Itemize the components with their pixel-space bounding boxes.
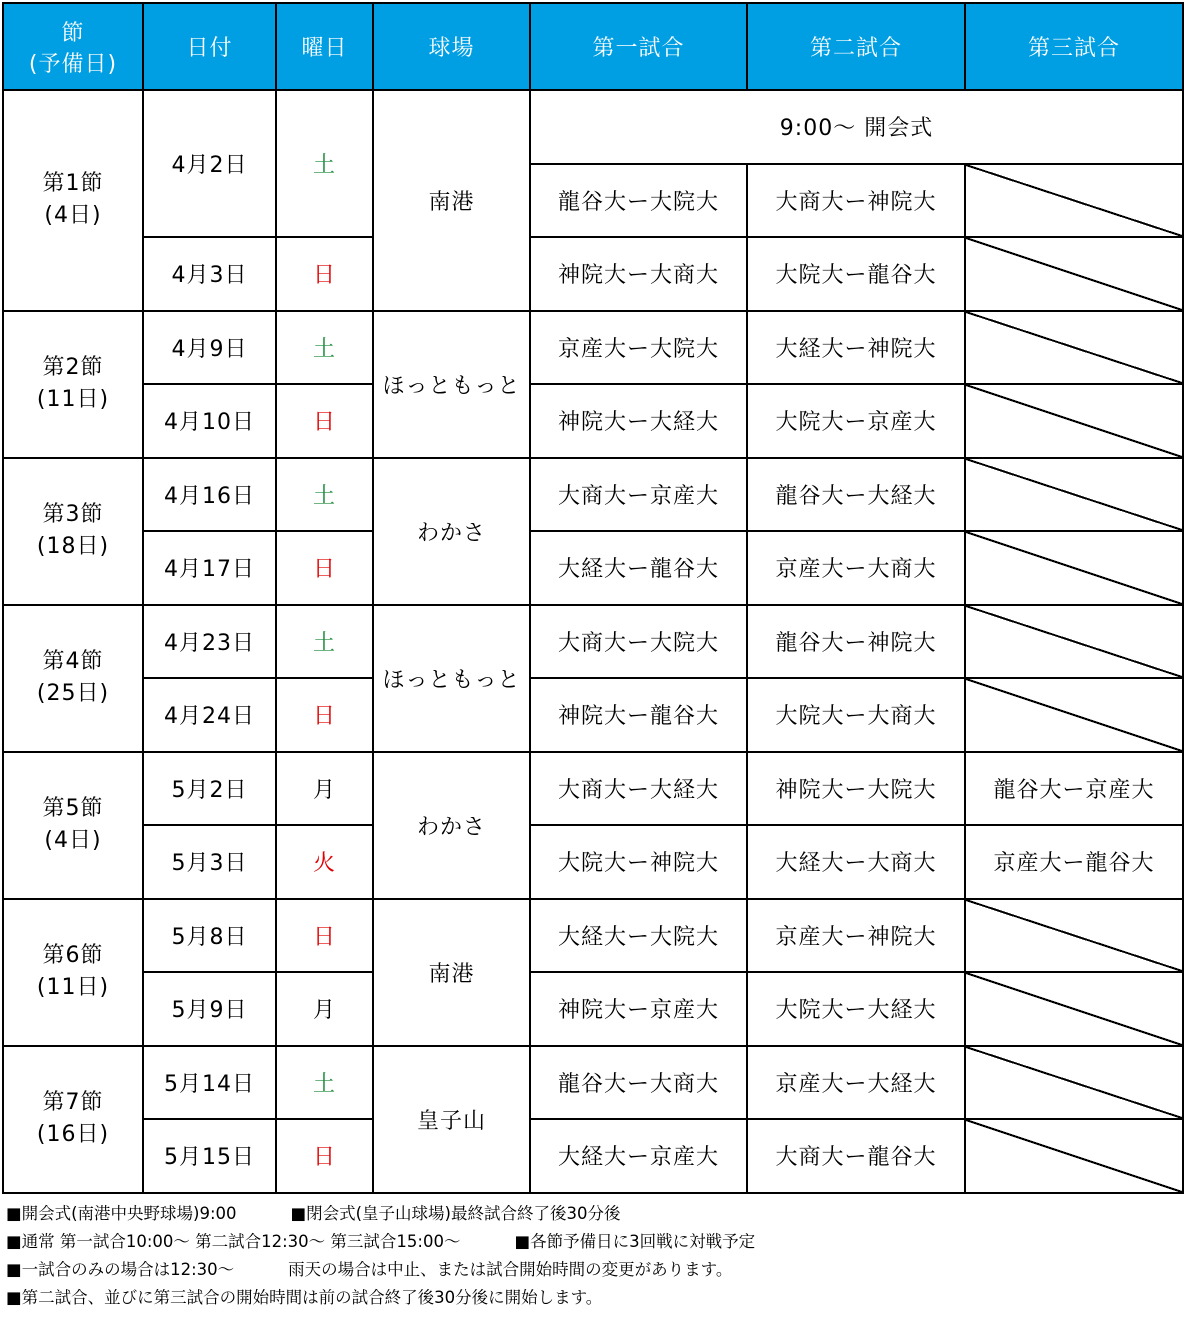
weekday-cell: 日 bbox=[276, 384, 373, 458]
weekday-cell: 日 bbox=[276, 1119, 373, 1193]
weekday-cell: 月 bbox=[276, 752, 373, 826]
game1-cell: 大経大ー京産大 bbox=[530, 1119, 747, 1193]
game1-cell: 神院大ー龍谷大 bbox=[530, 678, 747, 752]
date-cell: 5月15日 bbox=[143, 1119, 276, 1193]
notes-section bbox=[6, 1200, 1176, 1312]
table-row bbox=[3, 458, 1183, 532]
section-cell bbox=[3, 605, 143, 752]
note-line bbox=[6, 1200, 1176, 1228]
opening-ceremony: 9:00～ 開会式 bbox=[530, 90, 1183, 164]
game1-cell: 神院大ー大商大 bbox=[530, 237, 747, 311]
date-cell: 4月17日 bbox=[143, 531, 276, 605]
section-reserve: (18日) bbox=[36, 534, 110, 559]
game3-empty-cell bbox=[965, 972, 1183, 1046]
weekday-cell: 土 bbox=[276, 1046, 373, 1120]
game1-cell: 神院大ー大経大 bbox=[530, 384, 747, 458]
table-row bbox=[3, 237, 1183, 311]
header-game3: 第三試合 bbox=[965, 3, 1183, 90]
date-cell: 4月23日 bbox=[143, 605, 276, 679]
section-cell bbox=[3, 311, 143, 458]
game3-empty-cell bbox=[965, 311, 1183, 385]
game1-cell: 大商大ー大院大 bbox=[530, 605, 747, 679]
game1-cell: 京産大ー大院大 bbox=[530, 311, 747, 385]
section-cell bbox=[3, 90, 143, 311]
date-cell: 4月3日 bbox=[143, 237, 276, 311]
section-name: 第5節 bbox=[42, 796, 104, 821]
note-opening: ■開会式(南港中央野球場)9:00 bbox=[6, 1204, 237, 1223]
table-row bbox=[3, 90, 1183, 164]
game3-cell: 京産大ー龍谷大 bbox=[965, 825, 1183, 899]
note-single-game: ■一試合のみの場合は12:30～ bbox=[6, 1260, 235, 1279]
note-rain: 雨天の場合は中止、または試合開始時間の変更があります。 bbox=[288, 1260, 733, 1279]
weekday-cell: 火 bbox=[276, 825, 373, 899]
header-date: 日付 bbox=[143, 3, 276, 90]
weekday-cell: 日 bbox=[276, 237, 373, 311]
section-cell bbox=[3, 458, 143, 605]
section-reserve: (4日) bbox=[44, 828, 102, 853]
game3-empty-cell bbox=[965, 384, 1183, 458]
venue-cell: 南港 bbox=[373, 899, 530, 1046]
game3-empty-cell bbox=[965, 531, 1183, 605]
game3-empty-cell bbox=[965, 458, 1183, 532]
game2-cell: 大院大ー京産大 bbox=[747, 384, 965, 458]
table-row bbox=[3, 605, 1183, 679]
table-row bbox=[3, 311, 1183, 385]
section-cell bbox=[3, 899, 143, 1046]
weekday-cell: 土 bbox=[276, 458, 373, 532]
table-row bbox=[3, 531, 1183, 605]
header-weekday: 曜日 bbox=[276, 3, 373, 90]
section-reserve: (11日) bbox=[36, 975, 110, 1000]
table-row bbox=[3, 384, 1183, 458]
date-cell: 4月24日 bbox=[143, 678, 276, 752]
game1-cell: 龍谷大ー大商大 bbox=[530, 1046, 747, 1120]
venue-cell: わかさ bbox=[373, 458, 530, 605]
header-section: 節 (予備日) bbox=[3, 3, 143, 90]
table-row bbox=[3, 1119, 1183, 1193]
game3-empty-cell bbox=[965, 678, 1183, 752]
note-reserve-day: ■各節予備日に3回戦に対戦予定 bbox=[514, 1232, 756, 1251]
venue-cell: 皇子山 bbox=[373, 1046, 530, 1193]
table-row bbox=[3, 825, 1183, 899]
venue-cell: わかさ bbox=[373, 752, 530, 899]
game2-cell: 大経大ー神院大 bbox=[747, 311, 965, 385]
section-name: 第2節 bbox=[42, 355, 104, 380]
game3-empty-cell bbox=[965, 605, 1183, 679]
game2-cell: 京産大ー大経大 bbox=[747, 1046, 965, 1120]
section-reserve: (4日) bbox=[44, 203, 102, 229]
table-row bbox=[3, 1046, 1183, 1120]
game1-cell: 大院大ー神院大 bbox=[530, 825, 747, 899]
header-row bbox=[3, 3, 1183, 90]
game2-cell: 神院大ー大院大 bbox=[747, 752, 965, 826]
date-cell: 5月3日 bbox=[143, 825, 276, 899]
date-cell: 4月9日 bbox=[143, 311, 276, 385]
note-line bbox=[6, 1228, 1176, 1256]
game1-cell: 神院大ー京産大 bbox=[530, 972, 747, 1046]
note-line bbox=[6, 1256, 1176, 1284]
game2-cell: 大商大ー神院大 bbox=[747, 164, 965, 238]
date-cell: 4月10日 bbox=[143, 384, 276, 458]
section-name: 第1節 bbox=[42, 171, 104, 197]
game3-cell: 龍谷大ー京産大 bbox=[965, 752, 1183, 826]
game1-cell: 龍谷大ー大院大 bbox=[530, 164, 747, 238]
header-game2: 第二試合 bbox=[747, 3, 965, 90]
weekday-cell: 土 bbox=[276, 90, 373, 237]
game3-empty-cell bbox=[965, 1119, 1183, 1193]
note-line bbox=[6, 1284, 1176, 1312]
game1-cell: 大経大ー大院大 bbox=[530, 899, 747, 973]
section-reserve: (16日) bbox=[36, 1122, 110, 1147]
section-cell bbox=[3, 752, 143, 899]
venue-cell: 南港 bbox=[373, 90, 530, 311]
section-name: 第6節 bbox=[42, 943, 104, 968]
date-cell: 4月2日 bbox=[143, 90, 276, 237]
header-venue: 球場 bbox=[373, 3, 530, 90]
game2-cell: 龍谷大ー大経大 bbox=[747, 458, 965, 532]
table-row bbox=[3, 972, 1183, 1046]
date-cell: 5月9日 bbox=[143, 972, 276, 1046]
section-cell bbox=[3, 1046, 143, 1193]
note-closing: ■閉会式(皇子山球場)最終試合終了後30分後 bbox=[290, 1204, 621, 1223]
game2-cell: 龍谷大ー神院大 bbox=[747, 605, 965, 679]
venue-cell: ほっともっと bbox=[373, 311, 530, 458]
section-name: 第4節 bbox=[42, 649, 104, 674]
table-row bbox=[3, 899, 1183, 973]
game2-cell: 京産大ー神院大 bbox=[747, 899, 965, 973]
schedule-table bbox=[2, 2, 1184, 1194]
section-name: 第7節 bbox=[42, 1090, 104, 1115]
date-cell: 5月2日 bbox=[143, 752, 276, 826]
game2-cell: 大院大ー大商大 bbox=[747, 678, 965, 752]
game1-cell: 大経大ー龍谷大 bbox=[530, 531, 747, 605]
note-start-time: ■第二試合、並びに第三試合の開始時間は前の試合終了後30分後に開始します。 bbox=[6, 1288, 603, 1307]
date-cell: 5月14日 bbox=[143, 1046, 276, 1120]
table-row bbox=[3, 678, 1183, 752]
game3-empty-cell bbox=[965, 899, 1183, 973]
game3-empty-cell bbox=[965, 164, 1183, 238]
game1-cell: 大商大ー京産大 bbox=[530, 458, 747, 532]
weekday-cell: 日 bbox=[276, 531, 373, 605]
section-reserve: (11日) bbox=[36, 387, 110, 412]
game2-cell: 大院大ー龍谷大 bbox=[747, 237, 965, 311]
venue-cell: ほっともっと bbox=[373, 605, 530, 752]
weekday-cell: 土 bbox=[276, 311, 373, 385]
game3-empty-cell bbox=[965, 237, 1183, 311]
game1-cell: 大商大ー大経大 bbox=[530, 752, 747, 826]
weekday-cell: 日 bbox=[276, 678, 373, 752]
game2-cell: 京産大ー大商大 bbox=[747, 531, 965, 605]
section-reserve: (25日) bbox=[36, 681, 110, 706]
table-row bbox=[3, 752, 1183, 826]
game2-cell: 大経大ー大商大 bbox=[747, 825, 965, 899]
note-normal-times: ■通常 第一試合10:00～ 第二試合12:30～ 第三試合15:00～ bbox=[6, 1232, 461, 1251]
weekday-cell: 月 bbox=[276, 972, 373, 1046]
weekday-cell: 日 bbox=[276, 899, 373, 973]
weekday-cell: 土 bbox=[276, 605, 373, 679]
game3-empty-cell bbox=[965, 1046, 1183, 1120]
section-name: 第3節 bbox=[42, 502, 104, 527]
date-cell: 5月8日 bbox=[143, 899, 276, 973]
game2-cell: 大院大ー大経大 bbox=[747, 972, 965, 1046]
date-cell: 4月16日 bbox=[143, 458, 276, 532]
game2-cell: 大商大ー龍谷大 bbox=[747, 1119, 965, 1193]
header-game1: 第一試合 bbox=[530, 3, 747, 90]
